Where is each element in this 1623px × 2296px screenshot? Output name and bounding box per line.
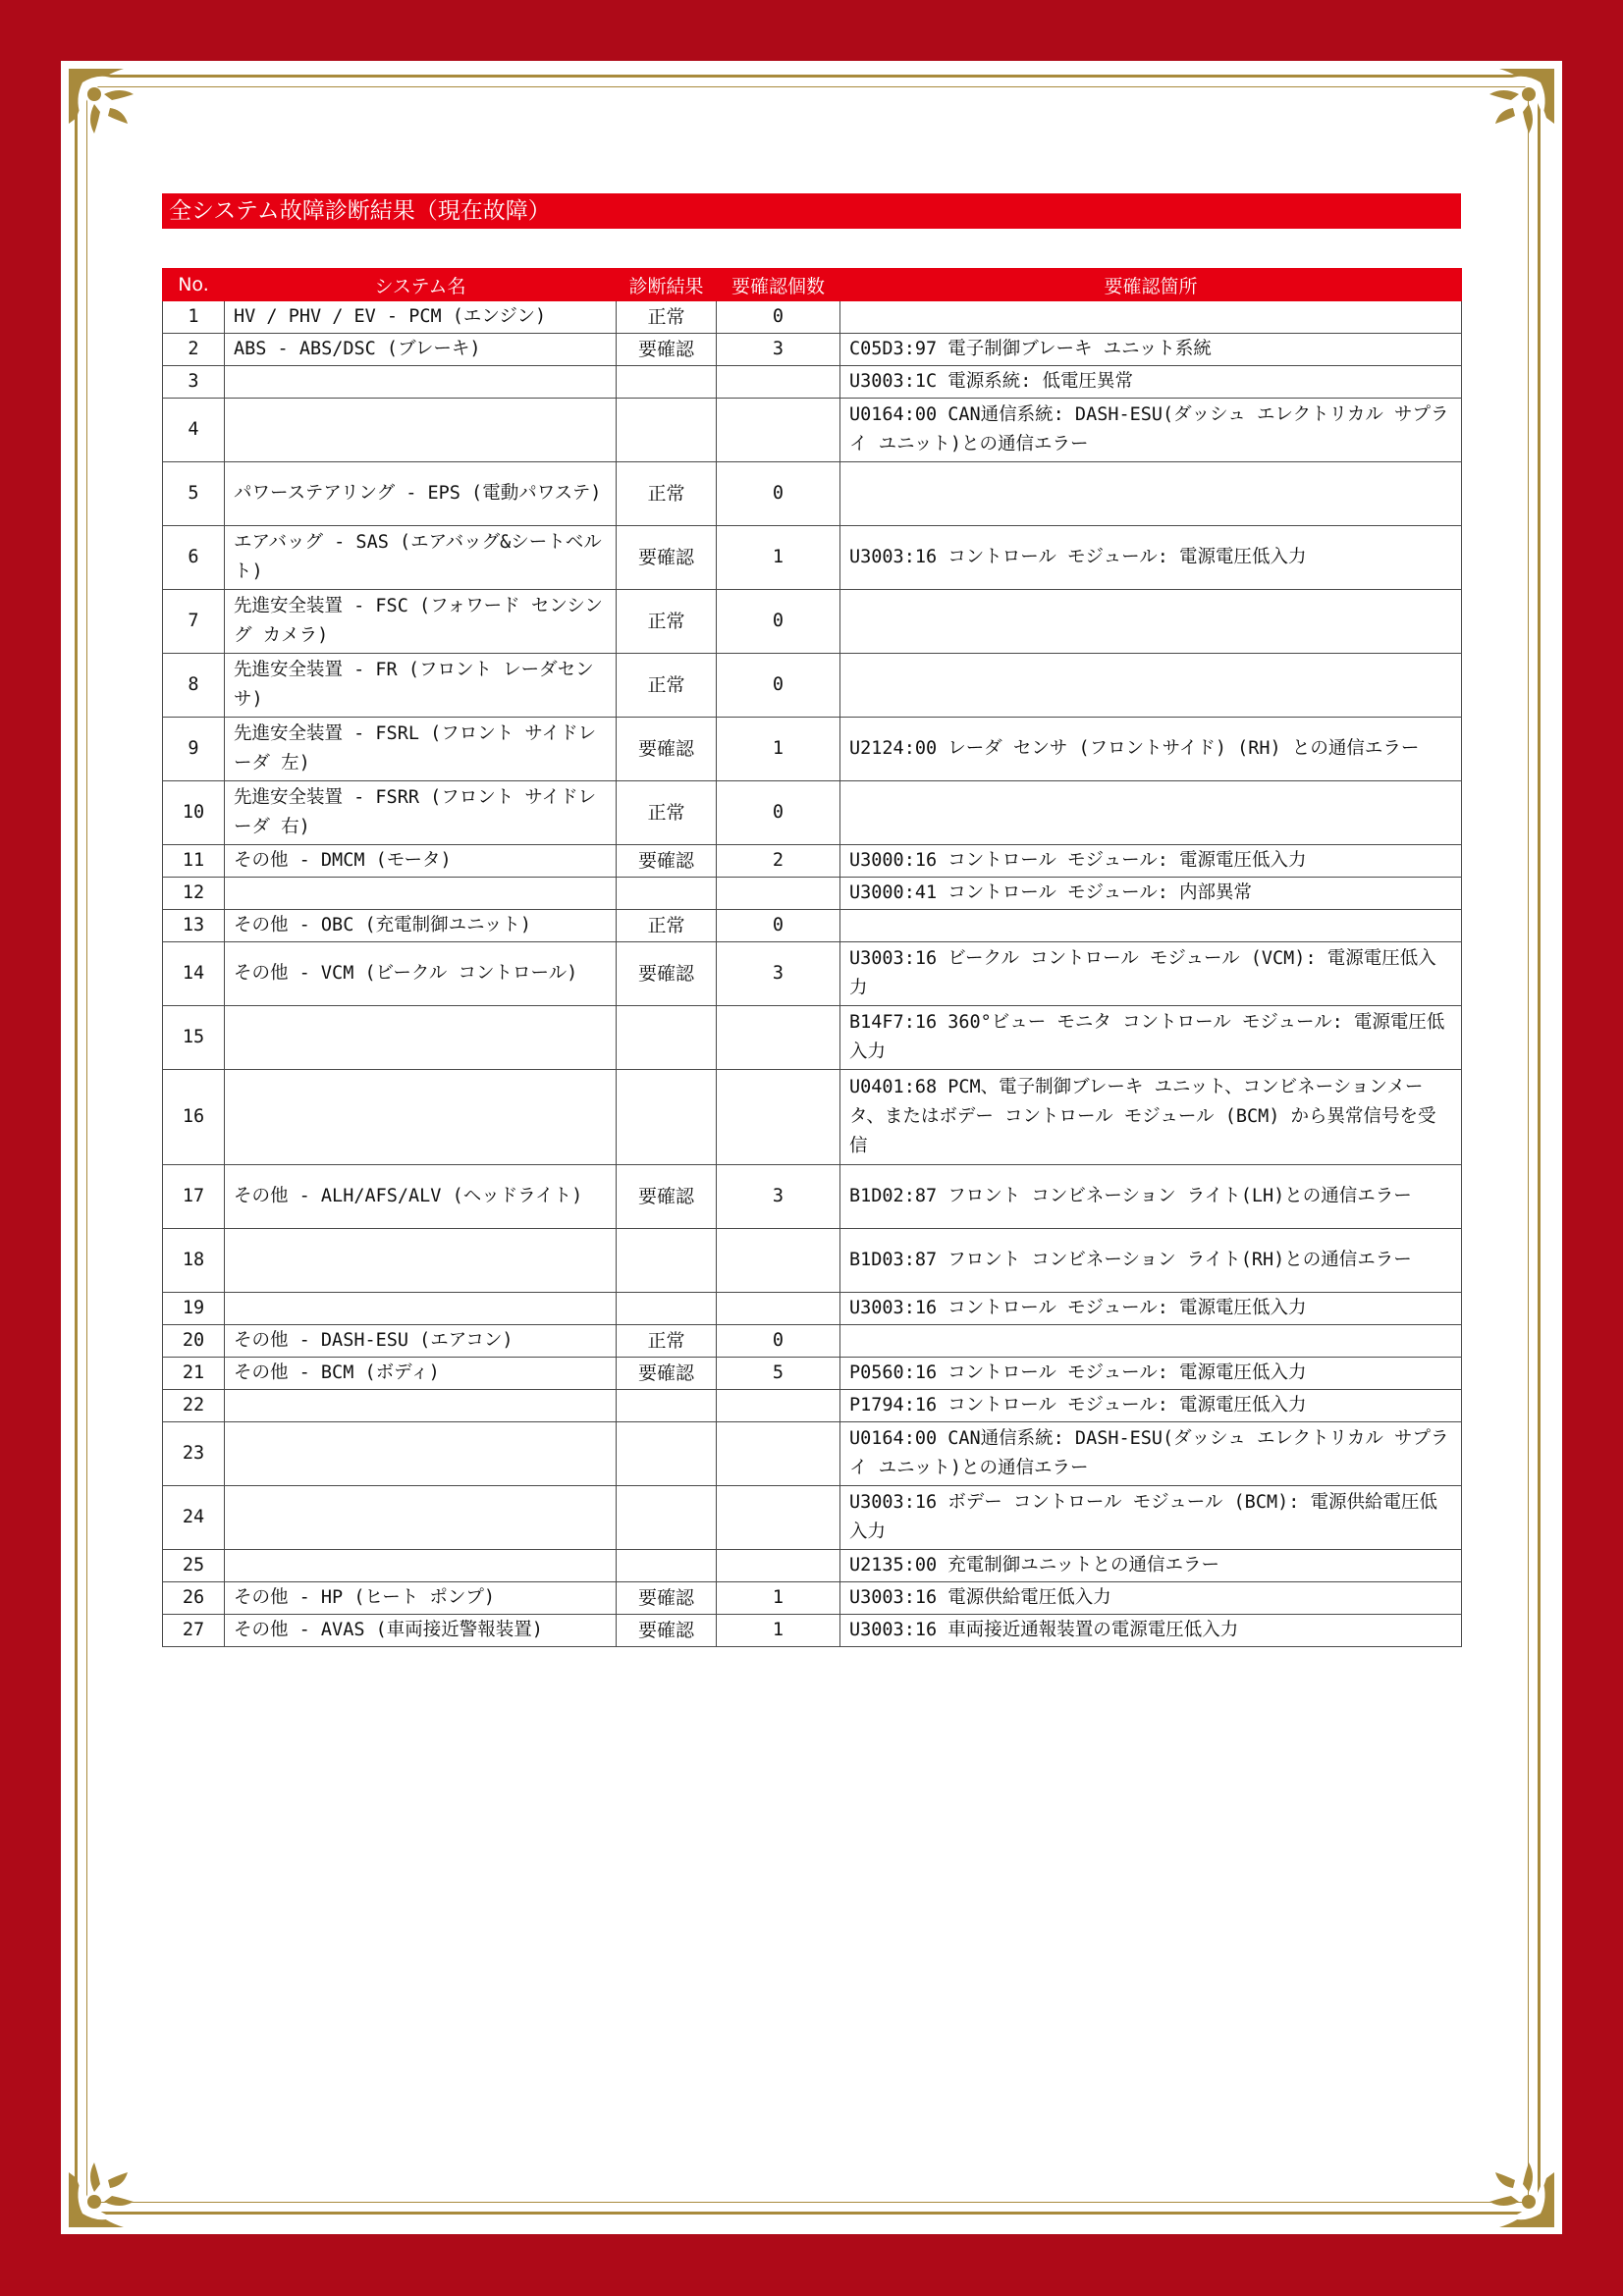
cell-result: 要確認 xyxy=(617,1615,717,1647)
cell-no: 22 xyxy=(163,1390,225,1422)
cell-location: P0560:16 コントロール モジュール: 電源電圧低入力 xyxy=(840,1358,1462,1390)
cell-location xyxy=(840,1325,1462,1358)
table-row xyxy=(163,1165,1462,1229)
table-row xyxy=(163,1229,1462,1293)
cell-location: B1D03:87 フロント コンビネーション ライト(RH)との通信エラー xyxy=(840,1229,1462,1293)
cell-result: 要確認 xyxy=(617,845,717,878)
cell-system xyxy=(225,1006,617,1070)
table-row xyxy=(163,1550,1462,1582)
table-row xyxy=(163,526,1462,590)
cell-result xyxy=(617,366,717,399)
cell-location: U3003:16 コントロール モジュール: 電源電圧低入力 xyxy=(840,526,1462,590)
header-result: 診断結果 xyxy=(617,269,717,301)
cell-result: 正常 xyxy=(617,910,717,942)
cell-count: 1 xyxy=(717,526,840,590)
cell-no: 15 xyxy=(163,1006,225,1070)
table-row xyxy=(163,1070,1462,1165)
cell-no: 19 xyxy=(163,1293,225,1325)
cell-result: 要確認 xyxy=(617,718,717,781)
table-row xyxy=(163,590,1462,654)
table-row xyxy=(163,1325,1462,1358)
cell-no: 2 xyxy=(163,334,225,366)
cell-system: 先進安全装置 - FSRL (フロント サイドレーダ 左) xyxy=(225,718,617,781)
table-row xyxy=(163,878,1462,910)
cell-no: 27 xyxy=(163,1615,225,1647)
cell-no: 9 xyxy=(163,718,225,781)
table-row xyxy=(163,301,1462,334)
cell-no: 7 xyxy=(163,590,225,654)
table-row xyxy=(163,1390,1462,1422)
cell-count: 0 xyxy=(717,781,840,845)
cell-location xyxy=(840,781,1462,845)
table-row xyxy=(163,781,1462,845)
cell-no: 5 xyxy=(163,462,225,526)
cell-location: P1794:16 コントロール モジュール: 電源電圧低入力 xyxy=(840,1390,1462,1422)
cell-result: 要確認 xyxy=(617,1358,717,1390)
table-row xyxy=(163,1582,1462,1615)
cell-count xyxy=(717,366,840,399)
cell-no: 6 xyxy=(163,526,225,590)
cell-system xyxy=(225,366,617,399)
cell-result: 正常 xyxy=(617,462,717,526)
table-row xyxy=(163,1486,1462,1550)
cell-no: 12 xyxy=(163,878,225,910)
cell-system: 先進安全装置 - FR (フロント レーダセンサ) xyxy=(225,654,617,718)
cell-count: 1 xyxy=(717,1615,840,1647)
cell-no: 10 xyxy=(163,781,225,845)
cell-result xyxy=(617,878,717,910)
table-row xyxy=(163,942,1462,1006)
cell-count xyxy=(717,1550,840,1582)
table-row xyxy=(163,654,1462,718)
table-header-row xyxy=(163,269,1462,301)
cell-result xyxy=(617,1486,717,1550)
cell-result: 正常 xyxy=(617,301,717,334)
cell-system: その他 - OBC (充電制御ユニット) xyxy=(225,910,617,942)
cell-result: 要確認 xyxy=(617,526,717,590)
table-row xyxy=(163,718,1462,781)
cell-count: 1 xyxy=(717,718,840,781)
cell-count: 5 xyxy=(717,1358,840,1390)
header-count: 要確認個数 xyxy=(717,269,840,301)
cell-system: その他 - VCM (ビークル コントロール) xyxy=(225,942,617,1006)
cell-result xyxy=(617,1422,717,1486)
table-row xyxy=(163,366,1462,399)
cell-count xyxy=(717,1006,840,1070)
cell-count xyxy=(717,1229,840,1293)
cell-count: 0 xyxy=(717,910,840,942)
cell-no: 1 xyxy=(163,301,225,334)
cell-no: 16 xyxy=(163,1070,225,1165)
cell-result: 要確認 xyxy=(617,942,717,1006)
cell-system xyxy=(225,1293,617,1325)
cell-no: 3 xyxy=(163,366,225,399)
cell-count xyxy=(717,1390,840,1422)
cell-count: 3 xyxy=(717,334,840,366)
table-row xyxy=(163,845,1462,878)
cell-system xyxy=(225,878,617,910)
table-row xyxy=(163,1006,1462,1070)
cell-result: 要確認 xyxy=(617,334,717,366)
header-location: 要確認箇所 xyxy=(840,269,1462,301)
cell-system: その他 - DMCM (モータ) xyxy=(225,845,617,878)
cell-count: 0 xyxy=(717,590,840,654)
cell-count xyxy=(717,1070,840,1165)
cell-no: 13 xyxy=(163,910,225,942)
cell-system: その他 - ALH/AFS/ALV (ヘッドライト) xyxy=(225,1165,617,1229)
cell-count: 1 xyxy=(717,1582,840,1615)
cell-no: 4 xyxy=(163,399,225,462)
cell-location: U3003:16 車両接近通報装置の電源電圧低入力 xyxy=(840,1615,1462,1647)
cell-location: U2135:00 充電制御ユニットとの通信エラー xyxy=(840,1550,1462,1582)
cell-location: U2124:00 レーダ センサ (フロントサイド) (RH) との通信エラー xyxy=(840,718,1462,781)
table-row xyxy=(163,1615,1462,1647)
cell-system: 先進安全装置 - FSRR (フロント サイドレーダ 右) xyxy=(225,781,617,845)
cell-count: 3 xyxy=(717,1165,840,1229)
corner-ornament-icon xyxy=(1460,2133,1558,2231)
cell-system xyxy=(225,1550,617,1582)
cell-system: エアバッグ - SAS (エアバッグ&シートベルト) xyxy=(225,526,617,590)
cell-system: ABS - ABS/DSC (ブレーキ) xyxy=(225,334,617,366)
cell-location: U3003:16 ビークル コントロール モジュール (VCM): 電源電圧低入力 xyxy=(840,942,1462,1006)
table-row xyxy=(163,462,1462,526)
cell-result xyxy=(617,1390,717,1422)
cell-no: 26 xyxy=(163,1582,225,1615)
cell-system: その他 - BCM (ボディ) xyxy=(225,1358,617,1390)
cell-result: 正常 xyxy=(617,1325,717,1358)
cell-location: U3003:16 電源供給電圧低入力 xyxy=(840,1582,1462,1615)
cell-location: U0164:00 CAN通信系統: DASH-ESU(ダッシュ エレクトリカル サプライ ユニット)との通信エラー xyxy=(840,1422,1462,1486)
table-row xyxy=(163,399,1462,462)
cell-system xyxy=(225,1422,617,1486)
cell-count: 0 xyxy=(717,654,840,718)
cell-count: 2 xyxy=(717,845,840,878)
cell-system xyxy=(225,1229,617,1293)
table-row xyxy=(163,1422,1462,1486)
cell-system: その他 - DASH-ESU (エアコン) xyxy=(225,1325,617,1358)
table-row xyxy=(163,910,1462,942)
cell-system xyxy=(225,1070,617,1165)
cell-count: 0 xyxy=(717,1325,840,1358)
cell-result: 要確認 xyxy=(617,1582,717,1615)
cell-location: B14F7:16 360°ビュー モニタ コントロール モジュール: 電源電圧低入力 xyxy=(840,1006,1462,1070)
cell-location: U0401:68 PCM、電子制御ブレーキ ユニット、コンビネーションメータ、またはボデー コントロール モジュール (BCM) から異常信号を受信 xyxy=(840,1070,1462,1165)
header-system: システム名 xyxy=(225,269,617,301)
cell-no: 18 xyxy=(163,1229,225,1293)
table-row xyxy=(163,1293,1462,1325)
page-title: 全システム故障診断結果（現在故障） xyxy=(162,193,1461,229)
cell-count: 0 xyxy=(717,301,840,334)
cell-count xyxy=(717,1422,840,1486)
cell-result: 正常 xyxy=(617,654,717,718)
corner-ornament-icon xyxy=(1460,65,1558,163)
cell-location: U3000:41 コントロール モジュール: 内部異常 xyxy=(840,878,1462,910)
cell-location xyxy=(840,590,1462,654)
table-row xyxy=(163,1358,1462,1390)
cell-location xyxy=(840,462,1462,526)
cell-no: 24 xyxy=(163,1486,225,1550)
cell-location: U0164:00 CAN通信系統: DASH-ESU(ダッシュ エレクトリカル サプライ ユニット)との通信エラー xyxy=(840,399,1462,462)
cell-result: 要確認 xyxy=(617,1165,717,1229)
cell-result: 正常 xyxy=(617,781,717,845)
cell-result xyxy=(617,399,717,462)
cell-location: U3003:16 コントロール モジュール: 電源電圧低入力 xyxy=(840,1293,1462,1325)
cell-system: パワーステアリング - EPS (電動パワステ) xyxy=(225,462,617,526)
cell-system xyxy=(225,1486,617,1550)
cell-no: 17 xyxy=(163,1165,225,1229)
header-no: No. xyxy=(163,269,225,301)
corner-ornament-icon xyxy=(65,2133,163,2231)
cell-system: 先進安全装置 - FSC (フォワード センシング カメラ) xyxy=(225,590,617,654)
cell-result xyxy=(617,1229,717,1293)
cell-system: その他 - AVAS (車両接近警報装置) xyxy=(225,1615,617,1647)
cell-result xyxy=(617,1006,717,1070)
cell-location: C05D3:97 電子制御ブレーキ ユニット系統 xyxy=(840,334,1462,366)
cell-count xyxy=(717,1486,840,1550)
cell-count xyxy=(717,1293,840,1325)
cell-no: 8 xyxy=(163,654,225,718)
cell-no: 11 xyxy=(163,845,225,878)
cell-count xyxy=(717,399,840,462)
cell-location xyxy=(840,910,1462,942)
cell-no: 25 xyxy=(163,1550,225,1582)
table-row xyxy=(163,334,1462,366)
cell-count xyxy=(717,878,840,910)
cell-no: 23 xyxy=(163,1422,225,1486)
cell-result: 正常 xyxy=(617,590,717,654)
diagnosis-table xyxy=(162,268,1462,1647)
cell-no: 21 xyxy=(163,1358,225,1390)
cell-system: その他 - HP (ヒート ポンプ) xyxy=(225,1582,617,1615)
cell-no: 20 xyxy=(163,1325,225,1358)
cell-location: U3003:1C 電源系統: 低電圧異常 xyxy=(840,366,1462,399)
cell-system: HV / PHV / EV - PCM (エンジン) xyxy=(225,301,617,334)
cell-no: 14 xyxy=(163,942,225,1006)
cell-count: 0 xyxy=(717,462,840,526)
cell-location: U3003:16 ボデー コントロール モジュール (BCM): 電源供給電圧低入力 xyxy=(840,1486,1462,1550)
cell-system xyxy=(225,399,617,462)
cell-location: U3000:16 コントロール モジュール: 電源電圧低入力 xyxy=(840,845,1462,878)
cell-system xyxy=(225,1390,617,1422)
cell-location xyxy=(840,301,1462,334)
cell-result xyxy=(617,1070,717,1165)
cell-result xyxy=(617,1293,717,1325)
corner-ornament-icon xyxy=(65,65,163,163)
cell-location xyxy=(840,654,1462,718)
cell-result xyxy=(617,1550,717,1582)
cell-count: 3 xyxy=(717,942,840,1006)
cell-location: B1D02:87 フロント コンビネーション ライト(LH)との通信エラー xyxy=(840,1165,1462,1229)
